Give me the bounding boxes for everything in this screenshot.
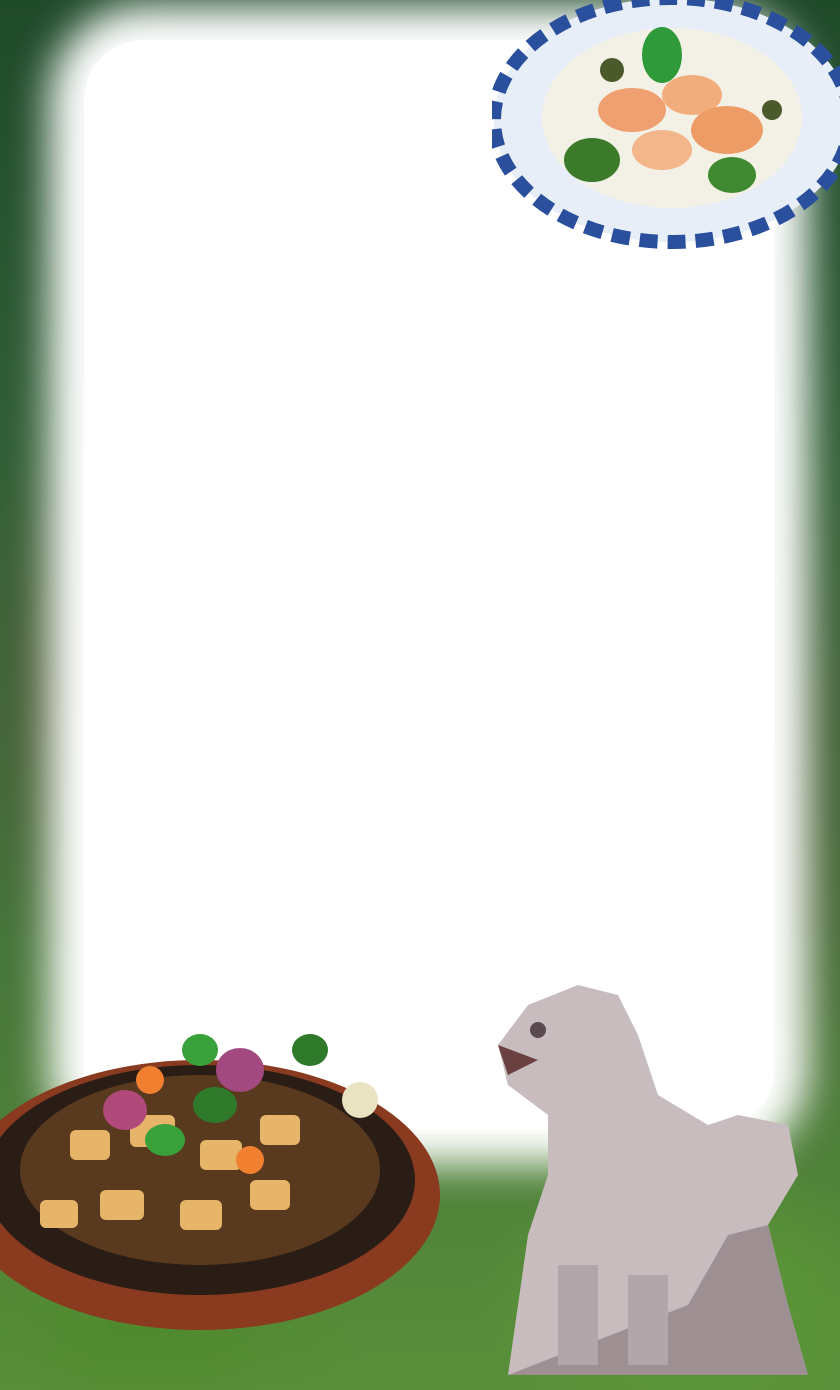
shrimp-vegetable-plate-image bbox=[492, 0, 840, 255]
sizzling-chicken-platter-image bbox=[0, 1020, 450, 1340]
stone-lion-statue-image bbox=[488, 975, 818, 1390]
